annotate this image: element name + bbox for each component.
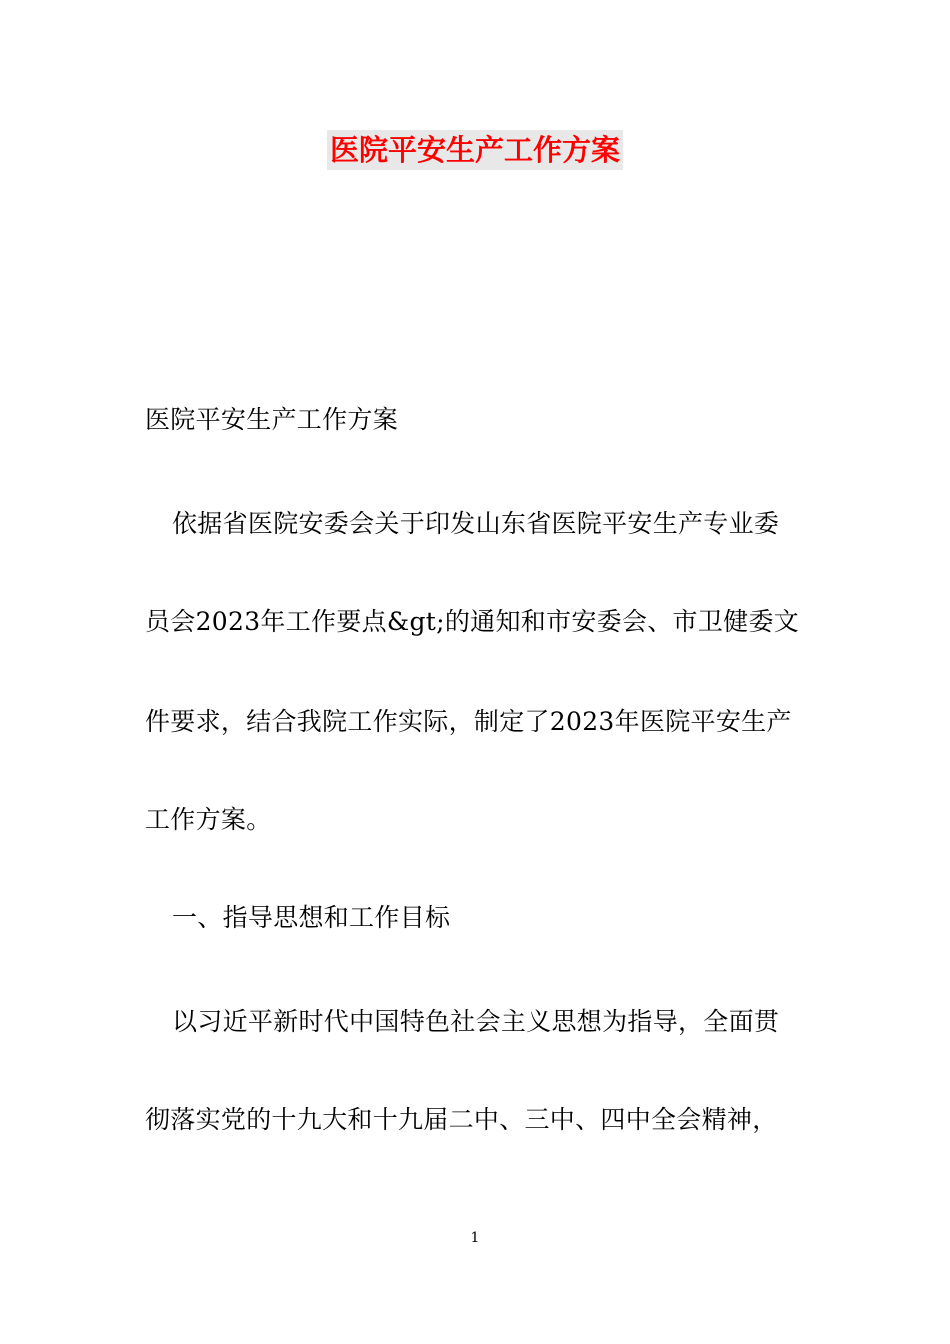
document-title-text: 医院平安生产工作方案 xyxy=(327,130,623,170)
body-line: 以习近平新时代中国特色社会主义思想为指导，全面贯 xyxy=(172,1007,780,1036)
document-title xyxy=(0,130,950,177)
body-line: 件要求，结合我院工作实际，制定了2023年医院平安生产 xyxy=(145,707,792,736)
page-number: 1 xyxy=(470,1230,480,1246)
section-heading: 一、指导思想和工作目标 xyxy=(172,903,451,932)
body-line: 员会2023年工作要点&gt;的通知和市安委会、市卫健委文 xyxy=(145,607,800,636)
body-line-subtitle: 医院平安生产工作方案 xyxy=(145,405,399,434)
body-line: 依据省医院安委会关于印发山东省医院平安生产专业委 xyxy=(172,509,780,538)
body-line: 工作方案。 xyxy=(145,805,272,834)
body-line: 彻落实党的十九大和十九届二中、三中、四中全会精神， xyxy=(145,1105,778,1134)
